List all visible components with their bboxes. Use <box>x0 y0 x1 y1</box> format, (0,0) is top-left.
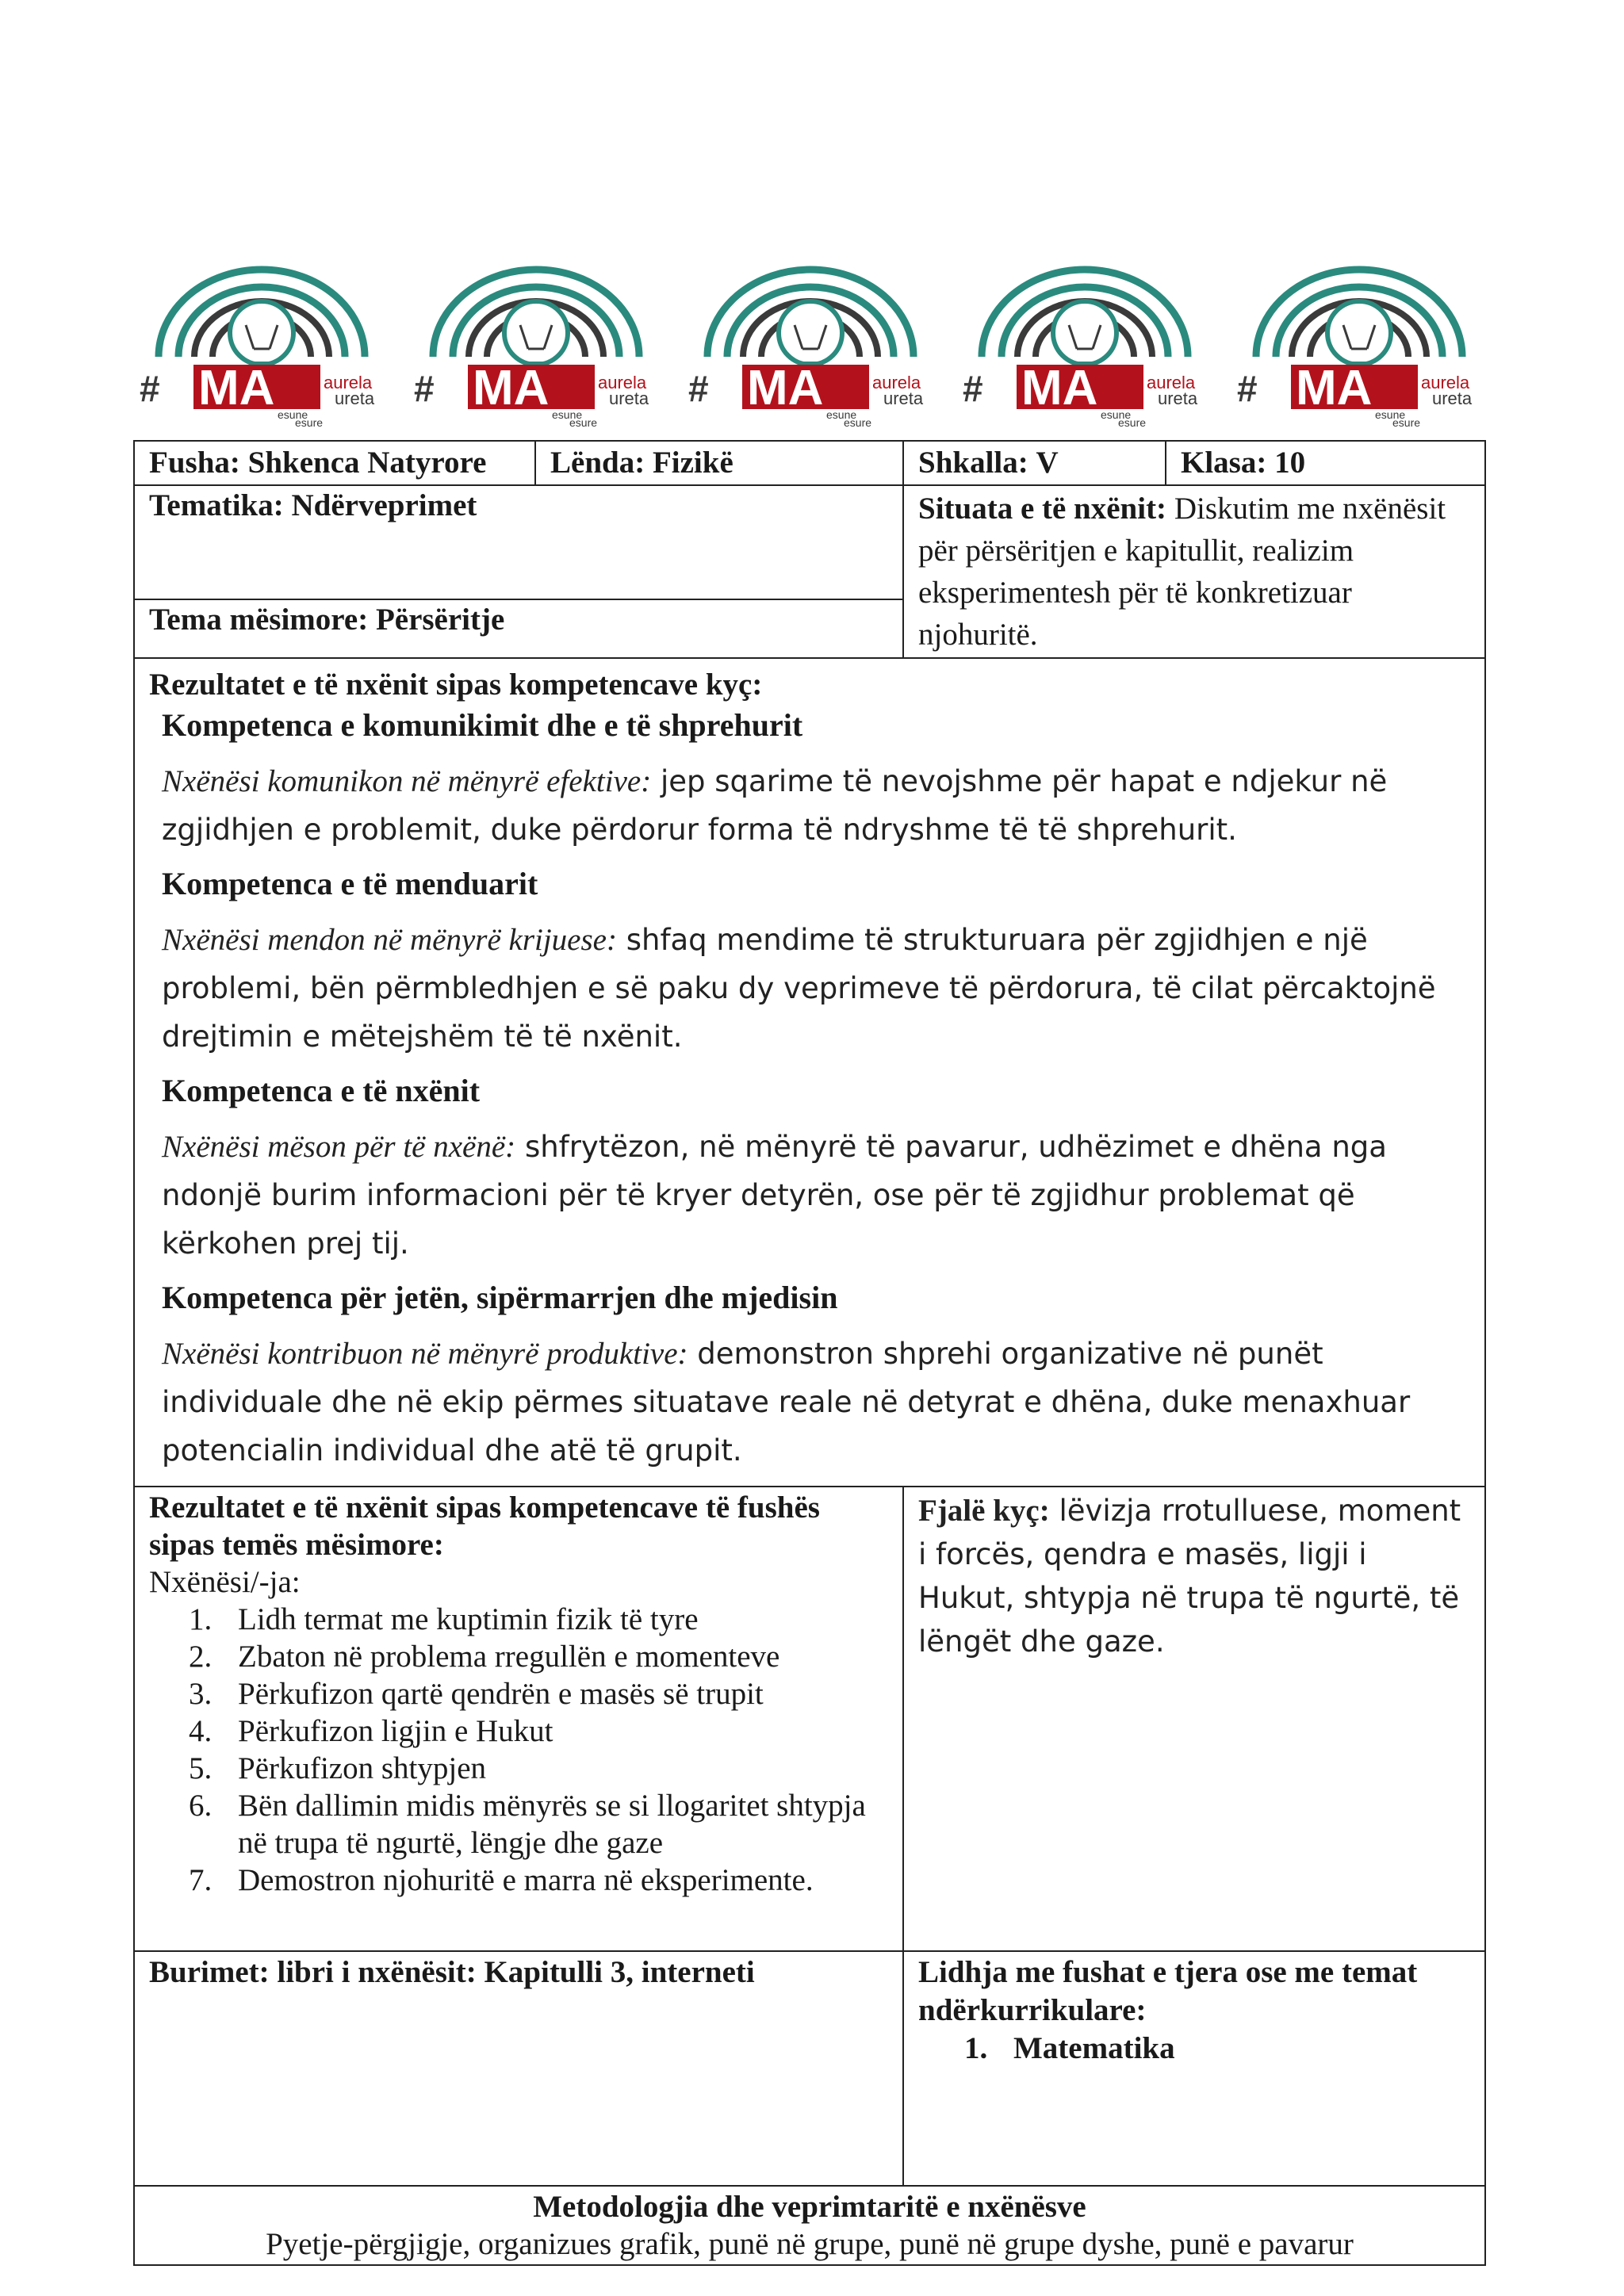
logo-tag-2: esure <box>569 416 598 428</box>
links-cell <box>903 1951 1485 2186</box>
tematika-label: Tematika: <box>149 488 284 522</box>
logo-tag-1: esune <box>278 408 308 421</box>
list-item <box>189 1638 888 1675</box>
ma-logo <box>393 238 668 428</box>
logo-brand-1: aurela <box>598 373 647 392</box>
logo-hashtag: # <box>688 368 709 409</box>
list-number: 2. <box>189 1640 213 1674</box>
list-number: 3. <box>189 1677 213 1711</box>
logo-mark: MA <box>473 361 550 415</box>
tematika-value: Ndërveprimet <box>291 488 477 522</box>
header-row <box>134 441 1485 485</box>
logo-tag-1: esune <box>1375 408 1406 421</box>
logo-brand-1: aurela <box>324 373 373 392</box>
list-text: Demostron njohuritë e marra në eksperimente. <box>238 1863 814 1897</box>
sources-row <box>134 1951 1485 2186</box>
competence-lead: Nxënësi kontribuon në mënyrë produktive: <box>162 1337 688 1371</box>
logo-brand-2: ureta <box>335 388 375 408</box>
links-label: Lidhja me fushat e tjera ose me temat ndërkurrikulare: <box>918 1955 1418 2027</box>
tematika <box>135 486 902 600</box>
logo-brand-2: ureta <box>1432 388 1473 408</box>
logo-mark: MA <box>1021 361 1098 415</box>
competence-text: shfrytëzon, në mënyrë të pavarur, udhëzimet e dhëna nga ndonjë burim informacioni për të kryer detyrën, ose për të zgjidhur problemat që kërkohen prej tij. <box>162 1130 1387 1261</box>
ma-logo <box>942 238 1216 428</box>
logo-hashtag: # <box>414 368 435 409</box>
situata-text: Diskutim me nxënësit për përsëritjen e kapitullit, realizim eksperimentesh për të konkretizuar njohuritë. <box>918 492 1446 652</box>
list-item <box>189 1675 888 1712</box>
logo-mark: MA <box>198 361 275 415</box>
field-results-cell <box>134 1487 903 1951</box>
competence-lead: Nxënësi komunikon në mënyrë efektive: <box>162 764 652 798</box>
keywords-text: lëvizja rrotulluese, moment i forcës, qendra e masës, ligji i Hukut, shtypja në trupa të ngurtë, të lëngët dhe gaze. <box>918 1494 1461 1659</box>
field-results-title: Rezultatet e të nxënit sipas kompetencave të fushës sipas temës mësimore: <box>149 1490 820 1562</box>
ma-logo <box>668 238 942 428</box>
logo-tag-1: esune <box>826 408 857 421</box>
list-item <box>964 2030 1470 2068</box>
logo-tag-2: esure <box>1118 416 1147 428</box>
sources-label: Burimet: <box>149 1955 270 1989</box>
competence-description <box>162 1330 1470 1475</box>
list-number: 7. <box>189 1863 213 1897</box>
competence-text: jep sqarime të nevojshme për hapat e ndjekur në zgjidhjen e problemit, duke përdorur forma të ndryshme të të shprehurit. <box>162 764 1388 847</box>
fusha-label: Fusha: <box>149 446 240 480</box>
ma-logo <box>1216 238 1491 428</box>
list-text: Matematika <box>1013 2031 1175 2065</box>
list-text: Përkufizon shtypjen <box>238 1751 487 1785</box>
field-lenda <box>535 441 903 485</box>
field-fusha <box>134 441 535 485</box>
competence-heading: Kompetenca e të menduarit <box>162 866 538 901</box>
shkalla-label: Shkalla: <box>918 446 1028 480</box>
competence-text: shfaq mendime të strukturuara për zgjidhjen e një problemi, bën përmbledhjen e së paku dy veprimeve të përdorura, të cilat përcaktojnë drejtimin e mëtejshëm të të nxënit. <box>162 923 1436 1054</box>
field-results-intro: Nxënësi/-ja: <box>149 1565 301 1599</box>
logo-mark: MA <box>1296 361 1373 415</box>
methodology-row <box>134 2186 1485 2265</box>
competence-description <box>162 757 1470 854</box>
tema-value: Përsëritje <box>375 603 505 637</box>
tema-mesimore <box>149 600 888 640</box>
lenda-label: Lënda: <box>550 446 645 480</box>
field-klasa <box>1166 441 1485 485</box>
list-item <box>189 1712 888 1750</box>
methodology-cell <box>134 2186 1485 2265</box>
lesson-plan <box>133 440 1484 2266</box>
sources-text: libri i nxënësit: Kapitulli 3, interneti <box>277 1955 755 1989</box>
list-text: Lidh termat me kuptimin fizik të tyre <box>238 1602 699 1636</box>
list-item <box>189 1862 888 1899</box>
ma-logo <box>119 238 393 428</box>
logo-brand-1: aurela <box>1421 373 1470 392</box>
logo-tag-1: esune <box>552 408 583 421</box>
competence-lead: Nxënësi mëson për të nxënë: <box>162 1130 516 1164</box>
results-list <box>149 1601 888 1899</box>
list-item <box>189 1750 888 1787</box>
logo-mark: MA <box>747 361 824 415</box>
tema-label: Tema mësimore: <box>149 603 369 637</box>
competences-title: Rezultatet e të nxënit sipas kompetencave kyç: <box>149 668 763 702</box>
list-number: 4. <box>189 1714 213 1748</box>
keywords-label: Fjalë kyç: <box>918 1494 1050 1528</box>
competence-description <box>162 916 1470 1061</box>
field-shkalla <box>903 441 1166 485</box>
competence-heading: Kompetenca për jetën, sipërmarrjen dhe mjedisin <box>162 1280 838 1315</box>
list-text: Bën dallimin midis mënyrës se si llogaritet shtypja në trupa të ngurtë, lëngje dhe gaze <box>238 1789 866 1860</box>
lesson-plan-table <box>133 440 1486 2266</box>
methodology-text: Pyetje-përgjigje, organizues grafik, punë në grupe, punë në grupe dyshe, punë e pavarur <box>266 2227 1354 2261</box>
logo-brand-2: ureta <box>883 388 924 408</box>
klasa-value: 10 <box>1274 446 1306 480</box>
logo-hashtag: # <box>963 368 983 409</box>
results-row <box>134 1487 1485 1951</box>
list-text: Përkufizon qartë qendrën e masës së trupit <box>238 1677 764 1711</box>
competence-heading: Kompetenca e komunikimit dhe e të shprehurit <box>162 707 803 743</box>
logo-tag-2: esure <box>295 416 324 428</box>
list-number: 6. <box>189 1789 213 1823</box>
competence-text: demonstron shprehi organizative në punët individuale dhe në ekip përmes situatave reale në detyrat e dhëna, duke menaxhuar potencialin individual dhe atë të grupit. <box>162 1337 1411 1468</box>
logo-tag-2: esure <box>1392 416 1421 428</box>
list-number: 1. <box>964 2031 988 2065</box>
list-number: 1. <box>189 1602 213 1636</box>
list-item <box>189 1787 888 1862</box>
shkalla-value: V <box>1036 446 1059 480</box>
logo-brand-1: aurela <box>1147 373 1196 392</box>
situata-cell <box>903 485 1485 658</box>
competence-description <box>162 1123 1470 1268</box>
situata-label: Situata e të nxënit: <box>918 492 1167 526</box>
fusha-value: Shkenca Natyrore <box>247 446 487 480</box>
logo-brand-1: aurela <box>872 373 921 392</box>
klasa-label: Klasa: <box>1181 446 1267 480</box>
competences-row <box>134 658 1485 1487</box>
logo-tag-1: esune <box>1101 408 1132 421</box>
logo-brand-2: ureta <box>1158 388 1198 408</box>
list-item <box>189 1601 888 1638</box>
competence-lead: Nxënësi mendon në mënyrë krijuese: <box>162 923 617 957</box>
methodology-title: Metodologjia dhe veprimtaritë e nxënësve <box>533 2190 1086 2224</box>
tematika-tema-cell <box>134 485 903 658</box>
list-text: Zbaton në problema rregullën e momenteve <box>238 1640 780 1674</box>
sources-cell <box>134 1951 903 2186</box>
logo-hashtag: # <box>140 368 160 409</box>
logo-hashtag: # <box>1237 368 1258 409</box>
keywords-cell <box>903 1487 1485 1951</box>
competence-heading: Kompetenca e të nxënit <box>162 1073 481 1108</box>
competences-cell <box>134 658 1485 1487</box>
list-number: 5. <box>189 1751 213 1785</box>
list-text: Përkufizon ligjin e Hukut <box>238 1714 553 1748</box>
logo-tag-2: esure <box>844 416 872 428</box>
logo-strip <box>119 238 1491 428</box>
logo-brand-2: ureta <box>609 388 649 408</box>
lenda-value: Fizikë <box>652 446 733 480</box>
topic-row <box>134 485 1485 658</box>
